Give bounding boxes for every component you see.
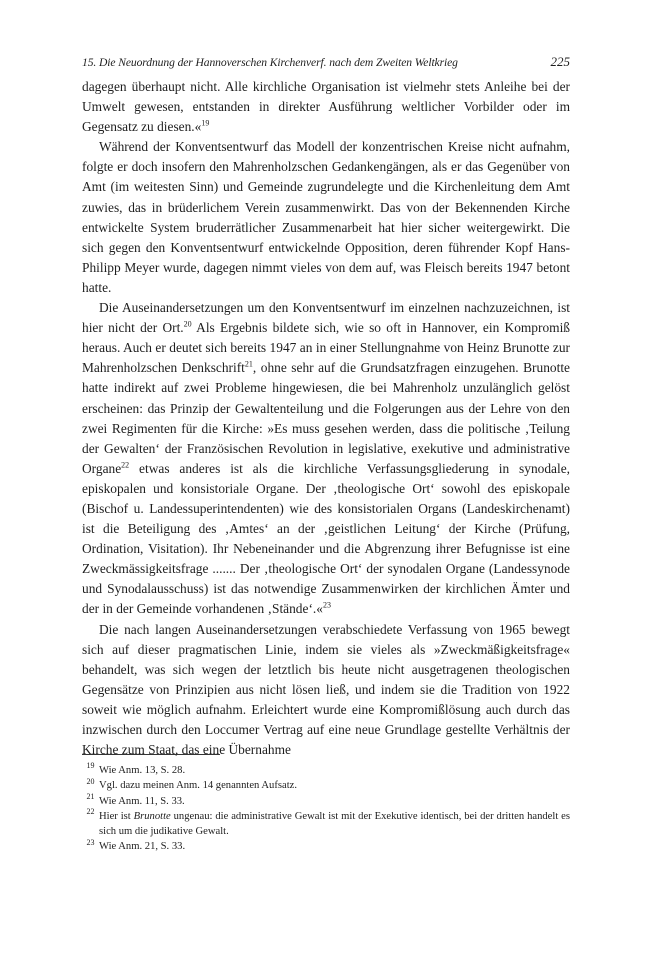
text-run: Hier ist — [99, 810, 134, 822]
text-run: ungenau: die administrative Gewalt ist mit der Exekutive identisch, bei der dritten handelt es sich um die judikative Gewalt. — [99, 810, 570, 838]
paragraph — [82, 298, 570, 620]
text-run: Die nach langen Auseinandersetzungen verabschiedete Verfassung von 1965 bewegt sich auf dieser pragmatischen Linie, indem sie vieles als »Zweckmäßigkeitsfrage« behandelt, was sich wegen der letztlich bis heute nicht ausgetragenen theologischen Gegensätze von Prinzipien aus nicht lösen ließ, und indem sie die Tradition von 1922 soweit wie möglich aufnahm. Erleichtert wurde eine Kompromißlösung auch durch das inzwischen durch den Loccumer Vertrag auf eine neue Grundlage gestellte Verhältnis der Kirche zum Staat, das eine Übernahme — [82, 621, 570, 758]
paragraph — [82, 137, 570, 298]
emphasized-text: Brunotte — [133, 810, 171, 822]
text-run: dagegen überhaupt nicht. Alle kirchliche Organisation ist vielmehr stets Anleihe bei der Umwelt gewesen, entstanden in direkter Ausführung weltlicher Vorbilder oder im Gegensatz zu diesen.« — [82, 79, 570, 135]
running-header — [82, 54, 570, 70]
footnote-reference: 20 — [183, 319, 192, 329]
text-run: , ohne sehr auf die Grundsatzfragen einzugehen. Brunotte hatte indirekt auf zwei Probleme hingewiesen, die bei Mahrenholz unzulänglich gelöst erscheinen: das Prinzip der Gewaltenteilung und die Folgerungen aus der Lehre von den zwei Regimenten für die Kirche: »Es muss gesehen werden, dass die politische ‚Teilung der Gewalten‘ der Französischen Revolution in legislative, exekutive und administrative Organe — [82, 360, 570, 476]
body-text — [82, 77, 570, 760]
footnote: 23 Wie Anm. 21, S. 33. — [86, 837, 186, 853]
text-run: Während der Konventsentwurf das Modell der konzentrischen Kreise nicht aufnahm, folgte er doch insofern den Mahrenholzschen Gedankengängen, als er das Gegenüber von Amt (im weitesten Sinn) und Gemeinde zugrundelegte und die Kirchenleitung dem Amt zuwies, das in brüderlichem Verein zusammenwirkt. Das von der Bekennenden Kirche entwickelte System bruderrätlicher Zusammenarbeit hat hier sicher weitergewirkt. Die sich gegen den Konventsentwurf entwickelnde Opposition, deren führender Kopf Hans-Philipp Meyer wurde, dagegen nimmt vieles von dem auf, was Fleisch bereits 1947 betont hatte. — [82, 139, 570, 295]
footnote-reference: 22 — [121, 460, 130, 470]
text-run: Als Ergebnis bildete sich, wie so oft in Hannover, ein Kompromiß heraus. Auch er deutet sich bereits 1947 an in einer Stellungnahme von Heinz Brunotte zur Mahrenholzschen Denkschrift — [82, 320, 570, 376]
footnote-reference: 23 — [322, 600, 331, 610]
paragraph — [82, 77, 570, 137]
text-run: Die Auseinandersetzungen um den Konventsentwurf im einzelnen nachzuzeichnen, ist hier nicht der Ort. — [82, 300, 570, 336]
footnotes — [82, 763, 570, 855]
text-run: Wie Anm. 13, S. 28. — [99, 765, 186, 776]
footnote: 22 Hier ist Brunotte ungenau: die administrative Gewalt ist mit der Exekutive identisch, bei der dritten handelt es sich um die judikative Gewalt. — [86, 807, 570, 838]
footnote-reference: 21 — [244, 359, 253, 369]
footnote: 19 Wie Anm. 13, S. 28. — [86, 761, 186, 776]
text-run: etwas anderes ist als die kirchliche Verfassungsgliederung in synodale, episkopalen und konsistoriale Organe. Der ‚theologische Ort‘ sowohl des episkopale (Bischof u. Landessuperintendenten) wie des konsistorialen Organs (Landeskirchenamt) ist die Beteiligung des ‚Amtes‘ an der ‚geistlichen Leitung‘ der Kirche (Prüfung, Ordination, Visitation). Ihr Nebeneinander und die Abgrenzung ihrer Befugnisse ist eine Zweckmässigkeitsfrage ....... Der ‚theologische Ort‘ der synodalen Organe (Landessynode und Synodalausschuss) ist das notwendige Zusammenwirken der kirchlichen Ämter und der in der Gemeinde vorhandenen ‚Stände‘.« — [82, 460, 570, 617]
running-title: 15. Die Neuordnung der Hannoverschen Kirchenverf. nach dem Zweiten Weltkrieg — [82, 56, 458, 69]
paragraph — [82, 620, 570, 761]
footnote-reference: 19 — [201, 118, 210, 128]
footnote: 20 Vgl. dazu meinen Anm. 14 genannten Aufsatz. — [86, 776, 297, 792]
footnote: 21 Wie Anm. 11, S. 33. — [86, 792, 185, 807]
text-run: Vgl. dazu meinen Anm. 14 genannten Aufsatz. — [99, 780, 297, 792]
text-run: Wie Anm. 11, S. 33. — [99, 795, 185, 807]
footnote-rule — [82, 754, 220, 755]
text-run: Wie Anm. 21, S. 33. — [99, 841, 186, 853]
page-number: 225 — [550, 54, 570, 69]
